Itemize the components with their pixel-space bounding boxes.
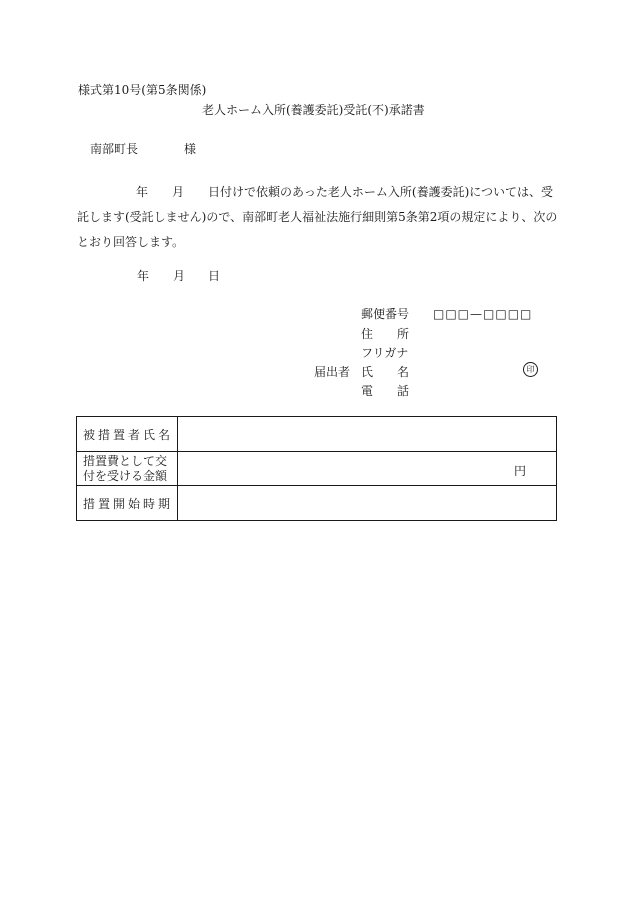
body-line-3: とおり回答します。 — [77, 235, 185, 249]
reply-date-day: 日 — [208, 269, 221, 283]
name-label: 氏 名 — [361, 365, 410, 379]
table-row — [77, 486, 557, 521]
addressee-name: 南部町長 — [90, 142, 139, 156]
applicant-label: 届出者 — [314, 365, 351, 379]
addressee-honorific: 様 — [184, 142, 197, 156]
table-row — [77, 452, 557, 486]
body-month-label: 月 — [172, 185, 185, 199]
grant-amount-label — [77, 452, 178, 486]
body-text-part1: 日付けで依頼のあった老人ホーム入所(養護委託)については、受 — [208, 185, 554, 199]
body-year-label: 年 — [136, 185, 149, 199]
form-number: 様式第10号(第5条関係) — [78, 83, 207, 97]
start-date-label: 措置開始時期 — [77, 486, 178, 521]
reply-date-month: 月 — [173, 269, 186, 283]
table-row — [77, 417, 557, 452]
recipient-name-label: 被措置者氏名 — [77, 417, 178, 452]
document-title: 老人ホーム入所(養護委託)受託(不)承諾書 — [202, 103, 425, 117]
body-line-2: 託します(受託しません)ので、南部町老人福祉法施行細則第5条第2項の規定により、次の — [77, 210, 558, 224]
recipient-name-field[interactable] — [178, 417, 557, 452]
furigana-label: フリガナ — [361, 346, 409, 360]
grant-amount-label-line2: 付を受ける金額 — [83, 468, 168, 483]
grant-amount-label-line1: 措置費として交 — [83, 453, 168, 468]
postal-code-label: 郵便番号 — [361, 307, 410, 321]
reply-date-year: 年 — [137, 269, 150, 283]
info-table — [76, 416, 557, 521]
start-date-field[interactable] — [178, 486, 557, 521]
seal-mark: 印 — [523, 362, 538, 377]
address-label: 住 所 — [361, 327, 410, 341]
yen-unit: 円 — [513, 464, 526, 478]
body-line-1 — [77, 180, 557, 205]
postal-code-boxes: □□□—□□□□ — [433, 307, 533, 321]
body-paragraph — [77, 180, 557, 255]
phone-label: 電 話 — [361, 384, 410, 398]
grant-amount-field[interactable] — [178, 452, 557, 486]
